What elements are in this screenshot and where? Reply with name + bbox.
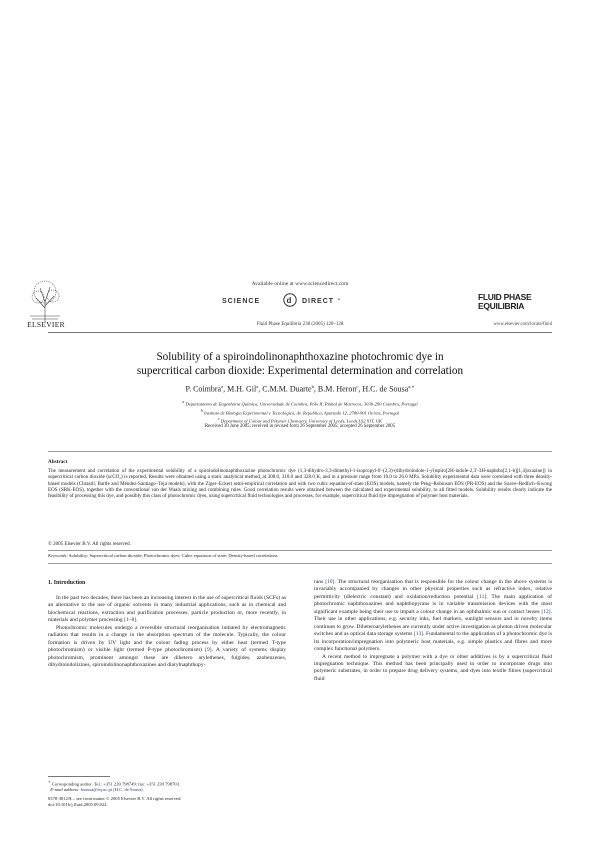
publisher-wordmark: ELSEVIER — [27, 320, 65, 329]
footnote-rule — [48, 776, 110, 777]
affiliation-text: Departamento de Engenharia Química, Universidade de Coimbra, Pólo II, Pinhal de Marrocos, 3030-290 Coimbra, Portugal — [185, 401, 418, 407]
email-link[interactable]: hsousa@eq.uc.pt (H.C. de Sousa). — [80, 787, 144, 793]
footnote-text: Corresponding author. Tel.: +351 239 798749; fax: +351 239 798703. — [51, 781, 181, 787]
author-name[interactable]: C.M.M. Duarte — [262, 384, 312, 394]
journal-logo-line-2: EQUILIBRIA — [478, 301, 525, 311]
svg-text:•: • — [338, 297, 340, 303]
affiliation-text: Department of Colour and Polymer Chemistry, University of Leeds, Leeds LS2 9JT, UK — [220, 419, 382, 424]
header-divider — [48, 332, 552, 333]
section-heading: 1. Introduction — [48, 580, 86, 586]
svg-text:DIRECT: DIRECT — [302, 298, 335, 305]
author-mark: b — [311, 384, 314, 389]
title-line-2: supercritical carbon dioxide: Experimental determination and correlation — [136, 365, 464, 377]
affiliation — [60, 408, 540, 417]
doi-line[interactable]: doi:10.1016/j.fluid.2005.09.024 — [48, 801, 107, 807]
sciencedirect-logo — [222, 293, 378, 307]
citation-link[interactable]: [11] — [477, 593, 487, 600]
left-column — [48, 595, 286, 670]
journal-citation: Fluid Phase Equilibria 238 (2005) 120–128 — [256, 322, 344, 327]
footnote — [48, 780, 288, 793]
journal-logo-line-1: FLUID PHASE — [478, 292, 532, 302]
affiliation-text: Instituto de Biologia Experimental e Tecnológica, Av. Republica, Apartado 12, 2780-901 Oeiras, Portugal — [203, 410, 400, 416]
affiliation-mark: c — [218, 417, 220, 422]
corresponding-author-note — [48, 780, 288, 787]
keywords-list: Solubility; Supercritical carbon dioxide; Photochromic dyes; Cubic equations of state; Density-based correlations — [68, 553, 278, 558]
citation-link[interactable]: [1–8] — [124, 617, 137, 624]
keywords-label: Keywords: — [48, 553, 68, 558]
document-info — [48, 796, 288, 808]
paragraph: In the past two decades, there has been an increasing interest in the use of supercritical fluids (SCFs) as an alternative to the use of organic solvents in many industrial applications, such as in chemical and biochemical reactions, extraction and purification processes, particle production or, more recently, in materials and polymer processing [1–8]. — [48, 595, 286, 624]
citation-link[interactable]: [9] — [205, 647, 212, 654]
title-line-1: Solubility of a spiroindolinonaphthoxazine photochromic dye in — [156, 351, 444, 363]
abstract-text: The measurement and correlation of the experimental solubility of a spiroindolinonaphthoxazine photochromic dye (1,3-dihydro-3,3-dimethyl-1-isopropyl-6′-(2,3)-(dihydroindole-1-yl)spiro[2H-indole-2,3′-3H-naphtho[2,1-b][1,4]oxazine]) in supercritical carbon dioxide (scCO₂) is reported. Results were obtained using a static analytical method, at 308.0, 318.0 and 328.0 K, and in a pressure range from 10.0 to 26.0 MPa. Solubility experimental data were correlated with three density-based models (Chrastil, Bartle and Méndez-Santiago–Teja models), with the Ziger–Eckert semi-empirical correlation and with two cubic equation-of-state (EOS) models, namely the Peng–Robinson EOS (PR-EOS) and the Soave–Redlich–Kwong EOS (SRK-EOS), together with the conventional van der Waals mixing and combining rules. Good correlation results were obtained between the calculated and experimental solubility, to all fitted models. Solubility results clearly indicate the feasibility of processing this dye, and possibly this class of photochromic dyes, using supercritical fluid technologies and processes, for example, supercritical fluid dye impregnation of polymer host materials. — [48, 468, 552, 500]
author-mark: a,∗ — [408, 384, 415, 389]
citation-link[interactable]: [12] — [541, 608, 551, 615]
paragraph-text: The structural reorganisation that is responsible for the colour change in the above systems is invariably accompanied by changes in other physical properties such as refractive index, relative permittivity (dielectric constant) and oxidation/reduction potential — [314, 579, 552, 600]
author-mark: a — [221, 384, 224, 389]
paragraph-text: A variety of systems display photochromism, prominent amongst these are dihetero arylethenes, fulgides, azobenzenes, dihydroindolizines, spiroindolinonaphthoxazines and diarylnaphthopy- — [48, 647, 287, 669]
abstract-heading: Abstract — [48, 459, 68, 465]
author-name[interactable]: P. Coimbra — [185, 384, 222, 394]
affiliation-mark: b — [200, 408, 203, 413]
right-column — [314, 579, 552, 683]
paragraph-text: Fundamental to the application of a photochromic dye is its incorporation/impregnation into polymeric host materials, e.g. simple plastics and fibres and more complex functional polymers. — [314, 631, 552, 653]
author-mark: a — [256, 384, 259, 389]
issn-line: 0378-3812/$ – see front matter © 2005 Elsevier B.V. All rights reserved. — [48, 796, 182, 801]
paragraph-text: Their use in other applications, e.g. security inks, fuel markers, sunlight sensors and in novelty items continues to grow. Diheteroarylethenes are currently under active investigation as photon driven molecular switches and as optical data storage systems — [314, 616, 552, 638]
citation-link[interactable]: [10] — [325, 579, 335, 585]
footnote-star: ∗ — [48, 780, 51, 784]
received-dates: Received 30 June 2005; received in revised form 26 September 2005; accepted 26 September 2005 — [204, 424, 396, 429]
journal-url[interactable]: www.elsevier.com/locate/fluid — [493, 322, 552, 327]
journal-logo — [478, 293, 536, 311]
author-list: P. Coimbra$^a$, M.H. Gil$^a$, C.M.M. Duarte$^b$, B.M. Heron$^c$, H.C. de Sousa$^{a,∗}$ — [185, 384, 415, 394]
availability-line[interactable]: Available online at www.sciencedirect.com — [251, 281, 349, 287]
keywords — [48, 553, 552, 558]
affiliations — [60, 399, 540, 425]
paragraph-text: The main application of photochromic naphthoxazines and naphthopyrans is in variable transmission devices with the most significant example being their use to impart a colour change in an ophthalmic sun or contact lenses — [314, 593, 552, 615]
email-note — [48, 787, 288, 793]
paragraph-text: Photochromic molecules undergo a reversible structural reorganisation initiated by electromagnetic radiation that results in a change in the absorption spectrum of the molecule. Typically, the colour formation is driven by UV light and the colour fading process by either heat (termed T-type photochromism) or visible light (termed P-type photochromism) — [48, 624, 286, 654]
author-name[interactable]: B.M. Heron — [317, 384, 357, 394]
affiliation — [60, 399, 540, 408]
abstract-bottom-rule — [48, 550, 552, 551]
paragraph: Photochromic molecules undergo a reversible structural reorganisation initiated by electromagnetic radiation that results in a change in the absorption spectrum of the molecule. Typically, the colour formation is driven by UV light and the colour fading process by either heat (termed T-type photochromism) or visible light (termed P-type photochromism) [9]. A variety of systems display photochromism, prominent amongst these are dihetero arylethenes, fulgides, azobenzenes, dihydroindolizines, spiroindolinonaphthoxazines and diarylnaphthopy- — [48, 624, 287, 669]
paragraph-text: In the past two decades, there has been an increasing interest in the use of supercritical fluids (SCFs) as an alternative to the use of organic solvents in many industrial applications, such as in chemical and biochemical reactions, extraction and purification processes, particle production or, more recently, in materials and polymer processing — [48, 595, 286, 624]
author-name[interactable]: H.C. de Sousa — [362, 384, 409, 394]
citation-link[interactable]: [13] — [413, 631, 424, 638]
svg-text:SCIENCE: SCIENCE — [222, 298, 261, 305]
copyright-line: © 2005 Elsevier B.V. All rights reserved. — [48, 541, 131, 547]
elsevier-tree-logo — [24, 278, 66, 322]
keywords-rule — [48, 563, 552, 564]
paragraph-text: rans — [314, 579, 324, 585]
author-name[interactable]: M.H. Gil — [227, 384, 257, 394]
author-mark: c — [356, 384, 359, 389]
paragraph-text: A recent method to impregnate a polymer with a dye or other additives is by a supercritical fluid impregnation technique. This method has been principally used in order to incorporate drugs into polymeric substrates, in order to prepare drug delivery systems, and dyes into textile fibres (supercritical fluid — [314, 653, 552, 682]
email-label: E-mail address: — [50, 787, 80, 793]
paragraph: rans [10]. The structural reorganisation that is responsible for the colour change in the above systems is invariably accompanied by changes in other physical properties such as refractive index, relative permittivity (dielectric constant) and oxidation/reduction potential [11]. The main application of photochromic naphthoxazines and naphthopyrans is in variable transmission devices with the most significant example being their use to impart a colour change in an ophthalmic sun or contact lenses [12]. Their use in other applications, e.g. security inks, fuel markers, sunlight sensors and in novelty items continues to grow. Diheteroarylethenes are currently under active investigation as photon driven molecular switches and as optical data storage systems [13]. Fundamental to the application of a photochromic dye is its incorporation/impregnation into polymeric host materials, e.g. simple plastics and fibres and more complex functional polymers. — [314, 579, 553, 653]
affiliation-mark: a — [182, 400, 185, 404]
paragraph — [314, 654, 552, 684]
svg-text:d: d — [286, 296, 292, 305]
article-title — [60, 350, 540, 378]
abstract-top-rule — [48, 451, 552, 452]
